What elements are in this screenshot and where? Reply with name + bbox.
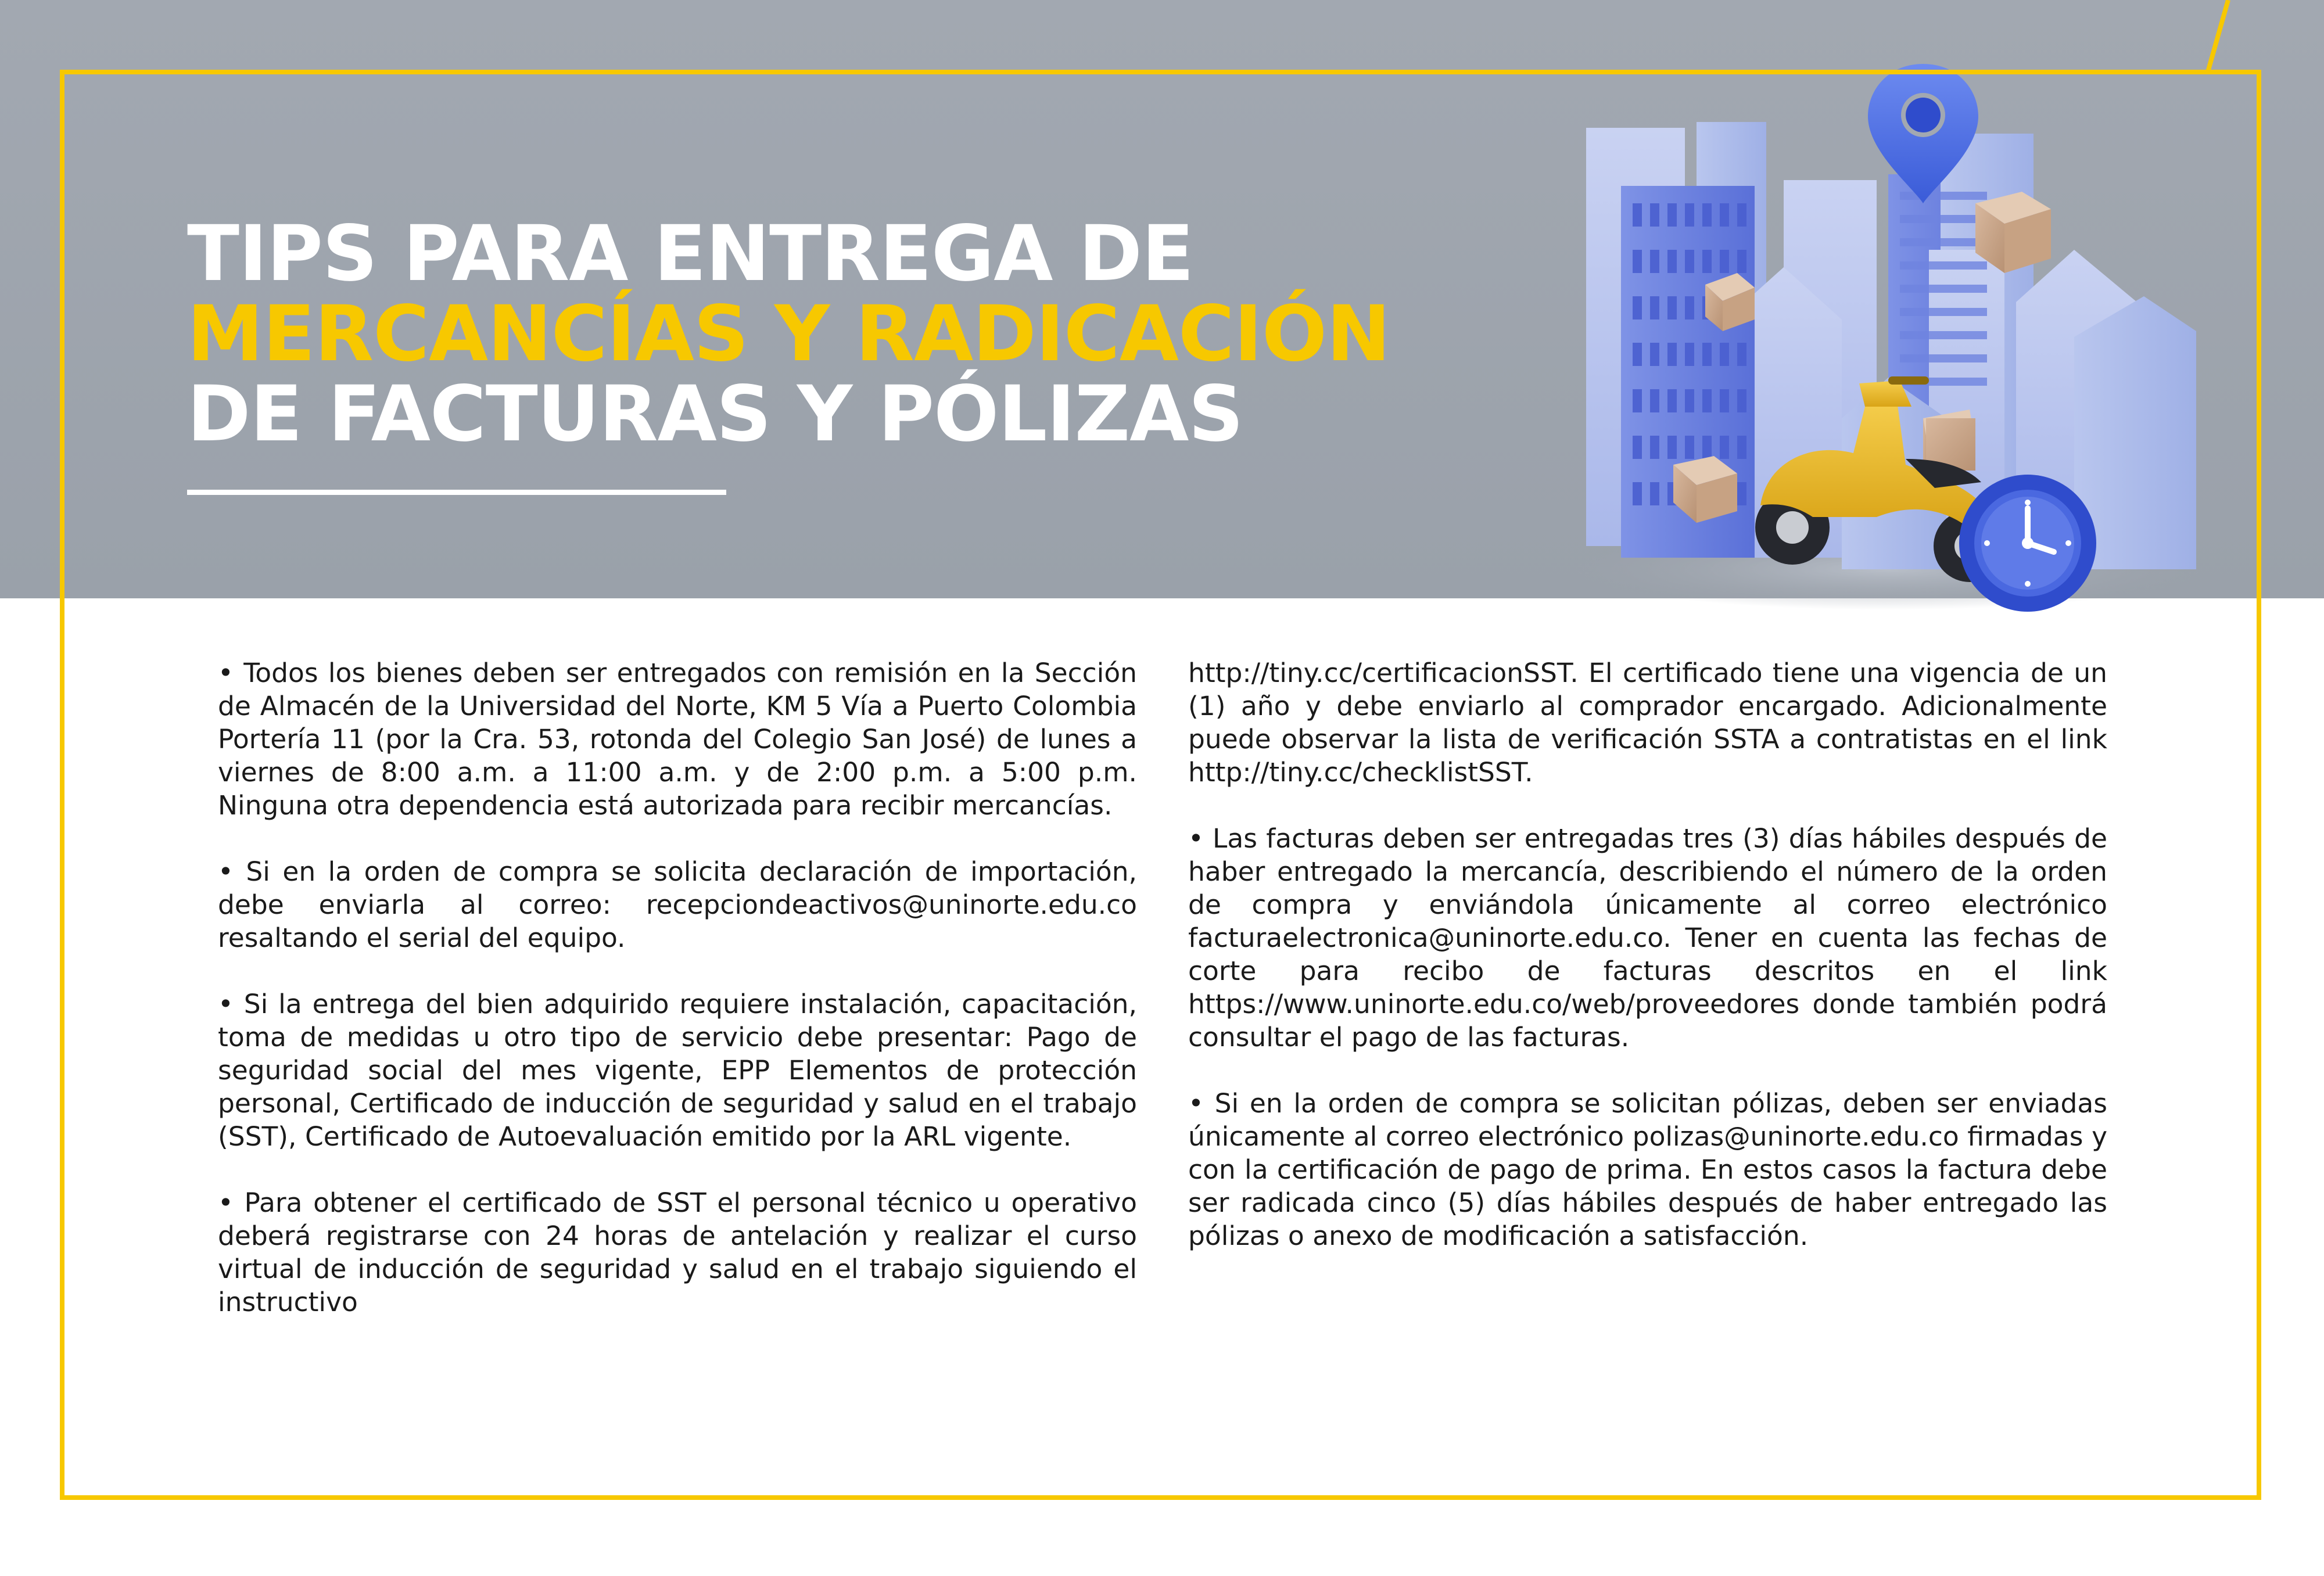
tip-facturas: • Las facturas deben ser entregadas tres (3) días hábiles después de haber entregado la mercancía, describiendo el número de la orden de compra y enviándola únicamente al correo electrónico facturaelectronica@uninorte.edu.co. Tener en cuenta las fechas de corte para recibo de facturas descritos en el link https://www.uninorte.edu.co/web/proveedores donde también podrá consultar el pago de las facturas. xyxy=(1188,823,2107,1053)
tip-certificado-sst: • Para obtener el certificado de SST el personal técnico u operativo deberá registrarse con 24 horas de antelación y realizar el curso virtual de inducción de seguridad y salud en el trabajo siguiendo el instructivo xyxy=(218,1187,1137,1317)
title-line-2: MERCANCÍAS Y RADICACIÓN xyxy=(187,289,1390,379)
title-line-3: DE FACTURAS Y PÓLIZAS xyxy=(187,369,1243,459)
tip-remision: • Todos los bienes deben ser entregados con remisión en la Sección de Almacén de la Universidad del Norte, KM 5 Vía a Puerto Colombia Portería 11 (por la Cra. 53, rotonda del Colegio San José) de lunes a viernes de 8:00 a.m. a 11:00 a.m. y de 2:00 p.m. a 5:00 p.m. Ninguna otra dependencia está autorizada para recibir mercancías. xyxy=(218,658,1137,821)
tip-instalacion: • Si la entrega del bien adquirido requiere instalación, capacitación, toma de medidas u otro tipo de servicio debe presentar: Pago de seguridad social del mes vigente, EPP Elementos de protección personal, Certificado de inducción de seguridad y salud en el trabajo (SST), Certificado de Autoevaluación emitido por la ARL vigente. xyxy=(218,989,1137,1152)
tip-importacion: • Si en la orden de compra se solicita declaración de importación, debe enviarla al correo: recepciondeactivos@uninorte.edu.co resaltando el serial del equipo. xyxy=(218,856,1137,953)
right-column xyxy=(1188,656,2107,1252)
title-line-1: TIPS PARA ENTREGA DE xyxy=(187,209,1194,299)
left-column xyxy=(218,656,1137,1319)
tip-certificado-sst-cont: http://tiny.cc/certificacionSST. El certificado tiene una vigencia de un (1) año y debe enviarlo al comprador encargado. Adicionalmente puede observar la lista de verificación SSTA a contratistas en el link http://tiny.cc/checklistSST. xyxy=(1188,658,2107,788)
tip-polizas: • Si en la orden de compra se solicitan pólizas, deben ser enviadas únicamente al correo electrónico polizas@uninorte.edu.co firmadas y con la certificación de pago de prima. En estos casos la factura debe ser radicada cinco (5) días hábiles después de haber entregado las pólizas o anexo de modificación a satisfacción. xyxy=(1188,1088,2107,1251)
